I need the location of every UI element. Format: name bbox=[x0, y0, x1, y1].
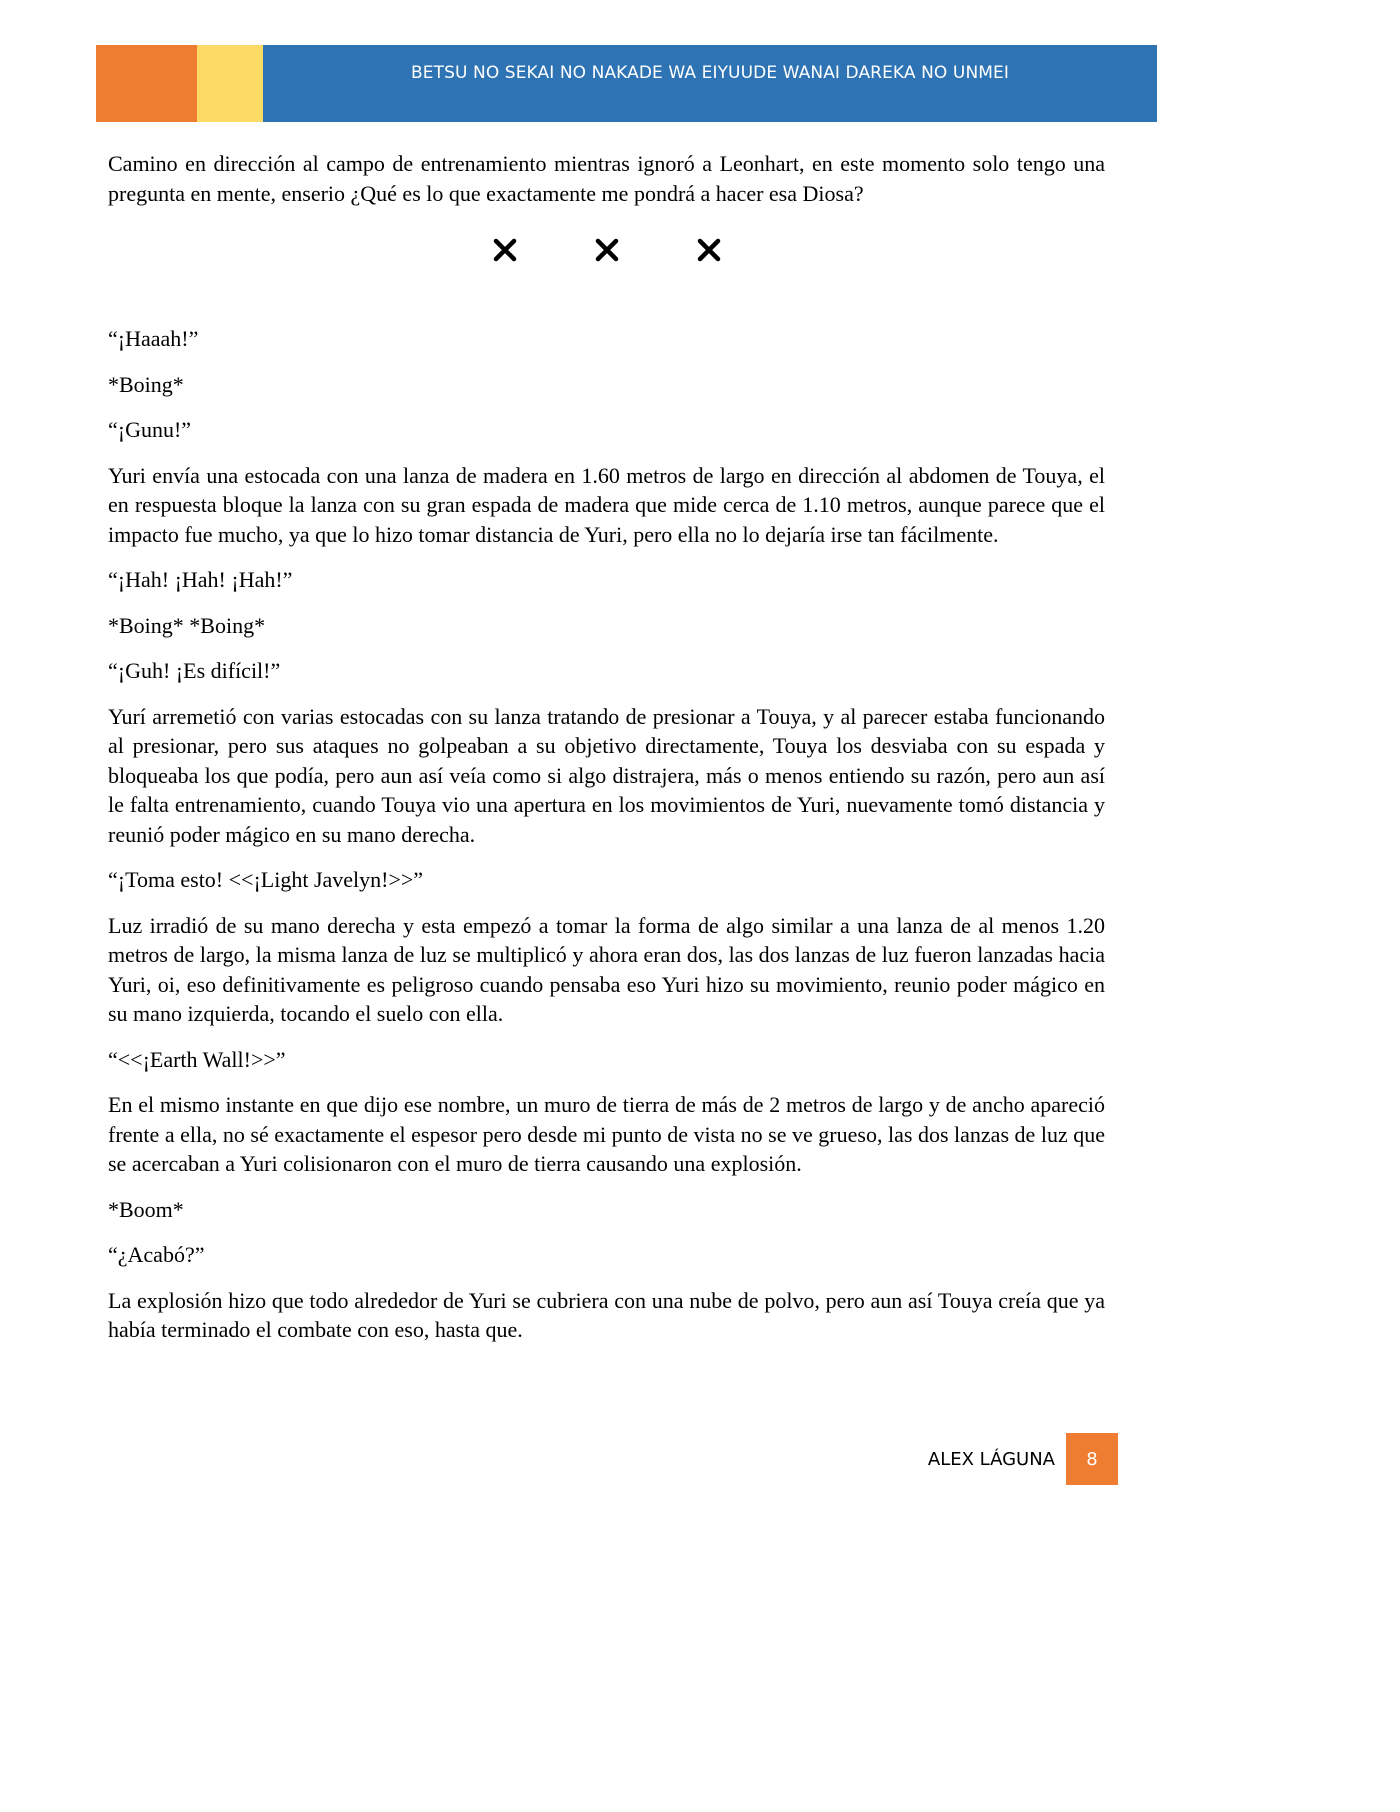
intro-paragraph: Camino en dirección al campo de entrenamiento mientras ignoró a Leonhart, en este momento solo tengo una pregunta en mente, enserio ¿Qué es lo que exactamente me pondrá a hacer esa Diosa? bbox=[108, 151, 1105, 206]
paragraph: “<<¡Earth Wall!>>” bbox=[108, 1046, 286, 1072]
header-title: BETSU NO SEKAI NO NAKADE WA EIYUUDE WANAI DAREKA NO UNMEI bbox=[263, 45, 1157, 122]
scene-separator bbox=[108, 232, 1105, 268]
page-number: 8 bbox=[1066, 1433, 1118, 1485]
page-header bbox=[96, 45, 1157, 122]
paragraph: Yurí arremetió con varias estocadas con su lanza tratando de presionar a Touya, y al parecer estaba funcionando al presionar, pero sus ataques no golpeaban a su objetivo directamente, Touya los desviaba con su espada y bloqueaba los que podía, pero aun así veía como si algo distrajera, más o menos entiendo su razón, pero aun así le falta entrenamiento, cuando Touya vio una apertura en los movimientos de Yuri, nuevamente tomó distancia y reunió poder mágico en su mano derecha. bbox=[108, 703, 1105, 847]
paragraph: En el mismo instante en que dijo ese nombre, un muro de tierra de más de 2 metros de largo y de ancho apareció frente a ella, no sé exactamente el espesor pero desde mi punto de vista no se ve grueso, las dos lanzas de luz que se acercaban a Yuri colisionaron con el muro de tierra causando una explosión. bbox=[108, 1092, 1105, 1176]
paragraph: La explosión hizo que todo alrededor de Yuri se cubriera con una nube de polvo, pero aun así Touya creía que ya había terminado el combate con eso, hasta que. bbox=[108, 1287, 1105, 1342]
header-orange-block bbox=[96, 45, 197, 122]
cross-mark-icon bbox=[692, 233, 726, 267]
paragraph: “¡Hah! ¡Hah! ¡Hah!” bbox=[108, 567, 293, 592]
footer-author: ALEX LÁGUNA bbox=[927, 1448, 1055, 1470]
paragraph: “¡Gunu!” bbox=[108, 417, 192, 442]
paragraph: *Boing* *Boing* bbox=[108, 612, 266, 638]
paragraph: Yuri envía una estocada con una lanza de madera en 1.60 metros de largo en dirección al abdomen de Touya, el en respuesta bloque la lanza con su gran espada de madera que mide cerca de 1.10 metros, aunque parece que el impacto fue mucho, ya que lo hizo tomar distancia de Yuri, pero ella no lo dejaría irse tan fácilmente. bbox=[108, 462, 1105, 547]
paragraph: *Boing* bbox=[108, 371, 184, 397]
page-body bbox=[108, 149, 1105, 1361]
paragraph: “¿Acabó?” bbox=[108, 1242, 205, 1267]
paragraph: “¡Guh! ¡Es difícil!” bbox=[108, 658, 281, 683]
paragraph: Luz irradió de su mano derecha y esta empezó a tomar la forma de algo similar a una lanza de al menos 1.20 metros de largo, la misma lanza de luz se multiplicó y ahora eran dos, las dos lanzas de luz fueron lanzadas hacia Yuri, oi, eso definitivamente es peligroso cuando pensaba eso Yuri hizo su movimiento, reunio poder mágico en su mano izquierda, tocando el suelo con ella. bbox=[108, 912, 1105, 1026]
cross-mark-icon bbox=[488, 233, 522, 267]
paragraph: “¡Haaah!” bbox=[108, 326, 199, 351]
header-yellow-block bbox=[197, 45, 263, 122]
cross-mark-icon bbox=[590, 233, 624, 267]
paragraph: “¡Toma esto! <<¡Light Javelyn!>>” bbox=[108, 867, 424, 892]
paragraph: *Boom* bbox=[108, 1196, 184, 1222]
